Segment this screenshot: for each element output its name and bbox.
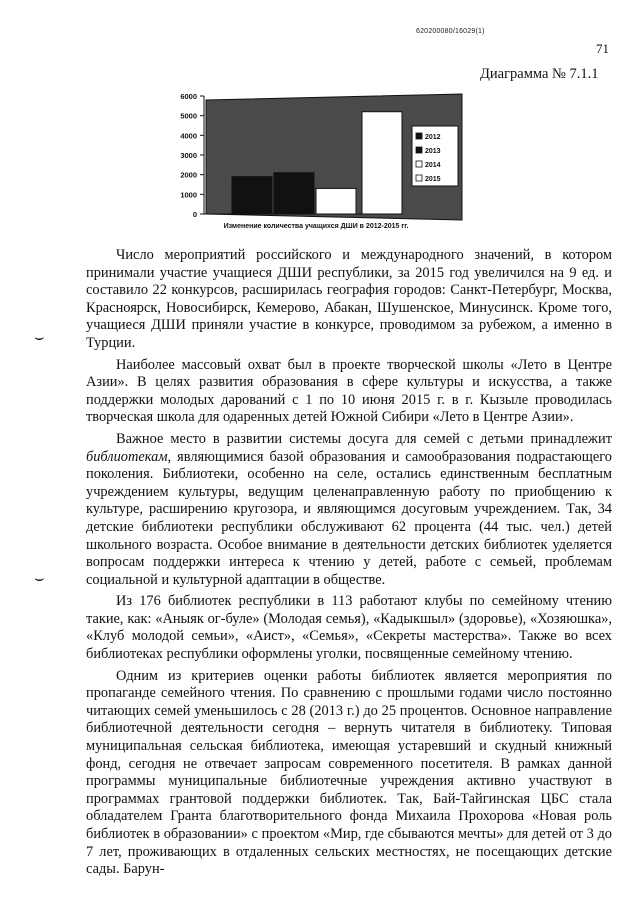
y-tick-label: 3000 (180, 151, 197, 160)
body-text (86, 247, 612, 883)
y-tick-label: 4000 (180, 131, 197, 141)
bar-2014 (316, 188, 356, 214)
bar-2013 (274, 173, 314, 214)
legend-swatch-2012 (416, 133, 422, 139)
y-tick-label: 5000 (180, 111, 197, 121)
y-tick-label: 6000 (180, 92, 197, 101)
legend-swatch-2015 (416, 175, 422, 181)
margin-mark-2: ⌣ (34, 568, 45, 587)
y-tick-label: 0 (192, 210, 197, 219)
paragraph-libraries (86, 431, 612, 589)
y-tick-label: 2000 (180, 170, 197, 180)
paragraph-summer-school: Наиболее массовый охват был в проекте творческой школы «Лето в Центре Азии». В целях развития образования в сфере культуры и искусства, а также поддержки молодых дарований с 1 по 10 июня 2015 г. в г. Кызыле проводилась творческая школа для одаренных детей Южной Сибири «Лето в Центре Азии». (86, 356, 612, 426)
paragraph-libraries-rest: , являющимися базой образования и самообразования подрастающего поколения. Библиотеки, особенно на селе, остались единственным бесплатным учреждением культуры, ведущим целенаправленную работу по приобщению к культуре, расширению кругозора, и являющимся досуговым учреждением. Так, 34 детские библиотеки республики обслуживают 62 процента (44 тыс. чел.) детей школьного возраста. Особое внимание в деятельности детских библиотек уделяется вопросам поддержки интереса к чтению у детей, работе с семьей, проблемам социальной и культурной адаптации в обществе. (86, 448, 612, 588)
legend-swatch-2013 (416, 147, 422, 153)
legend-label-2015: 2015 (425, 176, 441, 183)
chart-title: Изменение количества учащихся ДШИ в 2012-2015 гг. (223, 223, 409, 230)
y-tick-label: 1000 (180, 190, 197, 200)
diagram-label: Диаграмма № 7.1.1 (480, 66, 599, 82)
page-number: 71 (596, 41, 609, 56)
bar-2012 (232, 177, 272, 214)
paragraph-family-reading: Одним из критериев оценки работы библиотек является мероприятия по пропаганде семейного чтения. По сравнению с прошлыми годами число постоянно читающих семей уменьшилось с 28 (2013 г.) до 25 процентов. Основное направление библиотечной деятельности сегодня – вернуть читателя в библиотеку. Типовая муниципальная сельская библиотека, имеющая устаревший и скудный книжный фонд, сегодня не отвечает запросам современного посетителя. В рамках данной программы муниципальные библиотечные учреждения активно участвуют в программах грантовой поддержки библиотек. Так, Бай-Тайгинская ЦБС стала обладателем Гранта благотворительного фонда Михаила Прохорова «Новая роль библиотек в образовании» с проектом «Мир, где сбываются мечты» для детей от 3 до 7 лет, проживающих в отдаленных сельских местностях, не посещающих детские сады. Барун- (86, 667, 612, 878)
emphasis-libraries: библиотекам (86, 448, 168, 465)
legend-label-2014: 2014 (425, 162, 441, 169)
legend-label-2012: 2012 (425, 134, 441, 141)
legend-swatch-2014 (416, 161, 422, 167)
paragraph-family-clubs: Из 176 библиотек республики в 113 работают клубы по семейному чтению такие, как: «Аныяк ог-буле» (Молодая семья), «Кадыкшыл» (здоровье), «Хозяюшка», «Клуб молодой семьи», «Аист», «Семья», «Секреты мастерства». Также во всех библиотеках республики оформлены уголки, посвященные семейному чтению. (86, 593, 612, 663)
bar-2015 (362, 112, 402, 214)
legend-label-2013: 2013 (425, 148, 441, 155)
bar-chart (150, 86, 470, 232)
document-stamp: 620200080/16029(1) (416, 28, 485, 35)
paragraph-contests: Число мероприятий российского и международного значений, в котором принимали участие учащиеся ДШИ республики, за 2015 год увеличился на 9 ед. и составило 22 конкурсов, расширилась география городов: Санкт-Петербург, Москва, Красноярск, Новосибирск, Кемерово, Абакан, Шушенское, Минусинск. Кроме того, учащиеся ДШИ приняли участие в конкурсе, проводимом за рубежом, а именно в Турции. (86, 247, 612, 351)
paragraph-libraries-start: Важное место в развитии системы досуга для семей с детьми принадлежит (116, 430, 612, 447)
margin-mark-1: ⌣ (34, 327, 45, 346)
